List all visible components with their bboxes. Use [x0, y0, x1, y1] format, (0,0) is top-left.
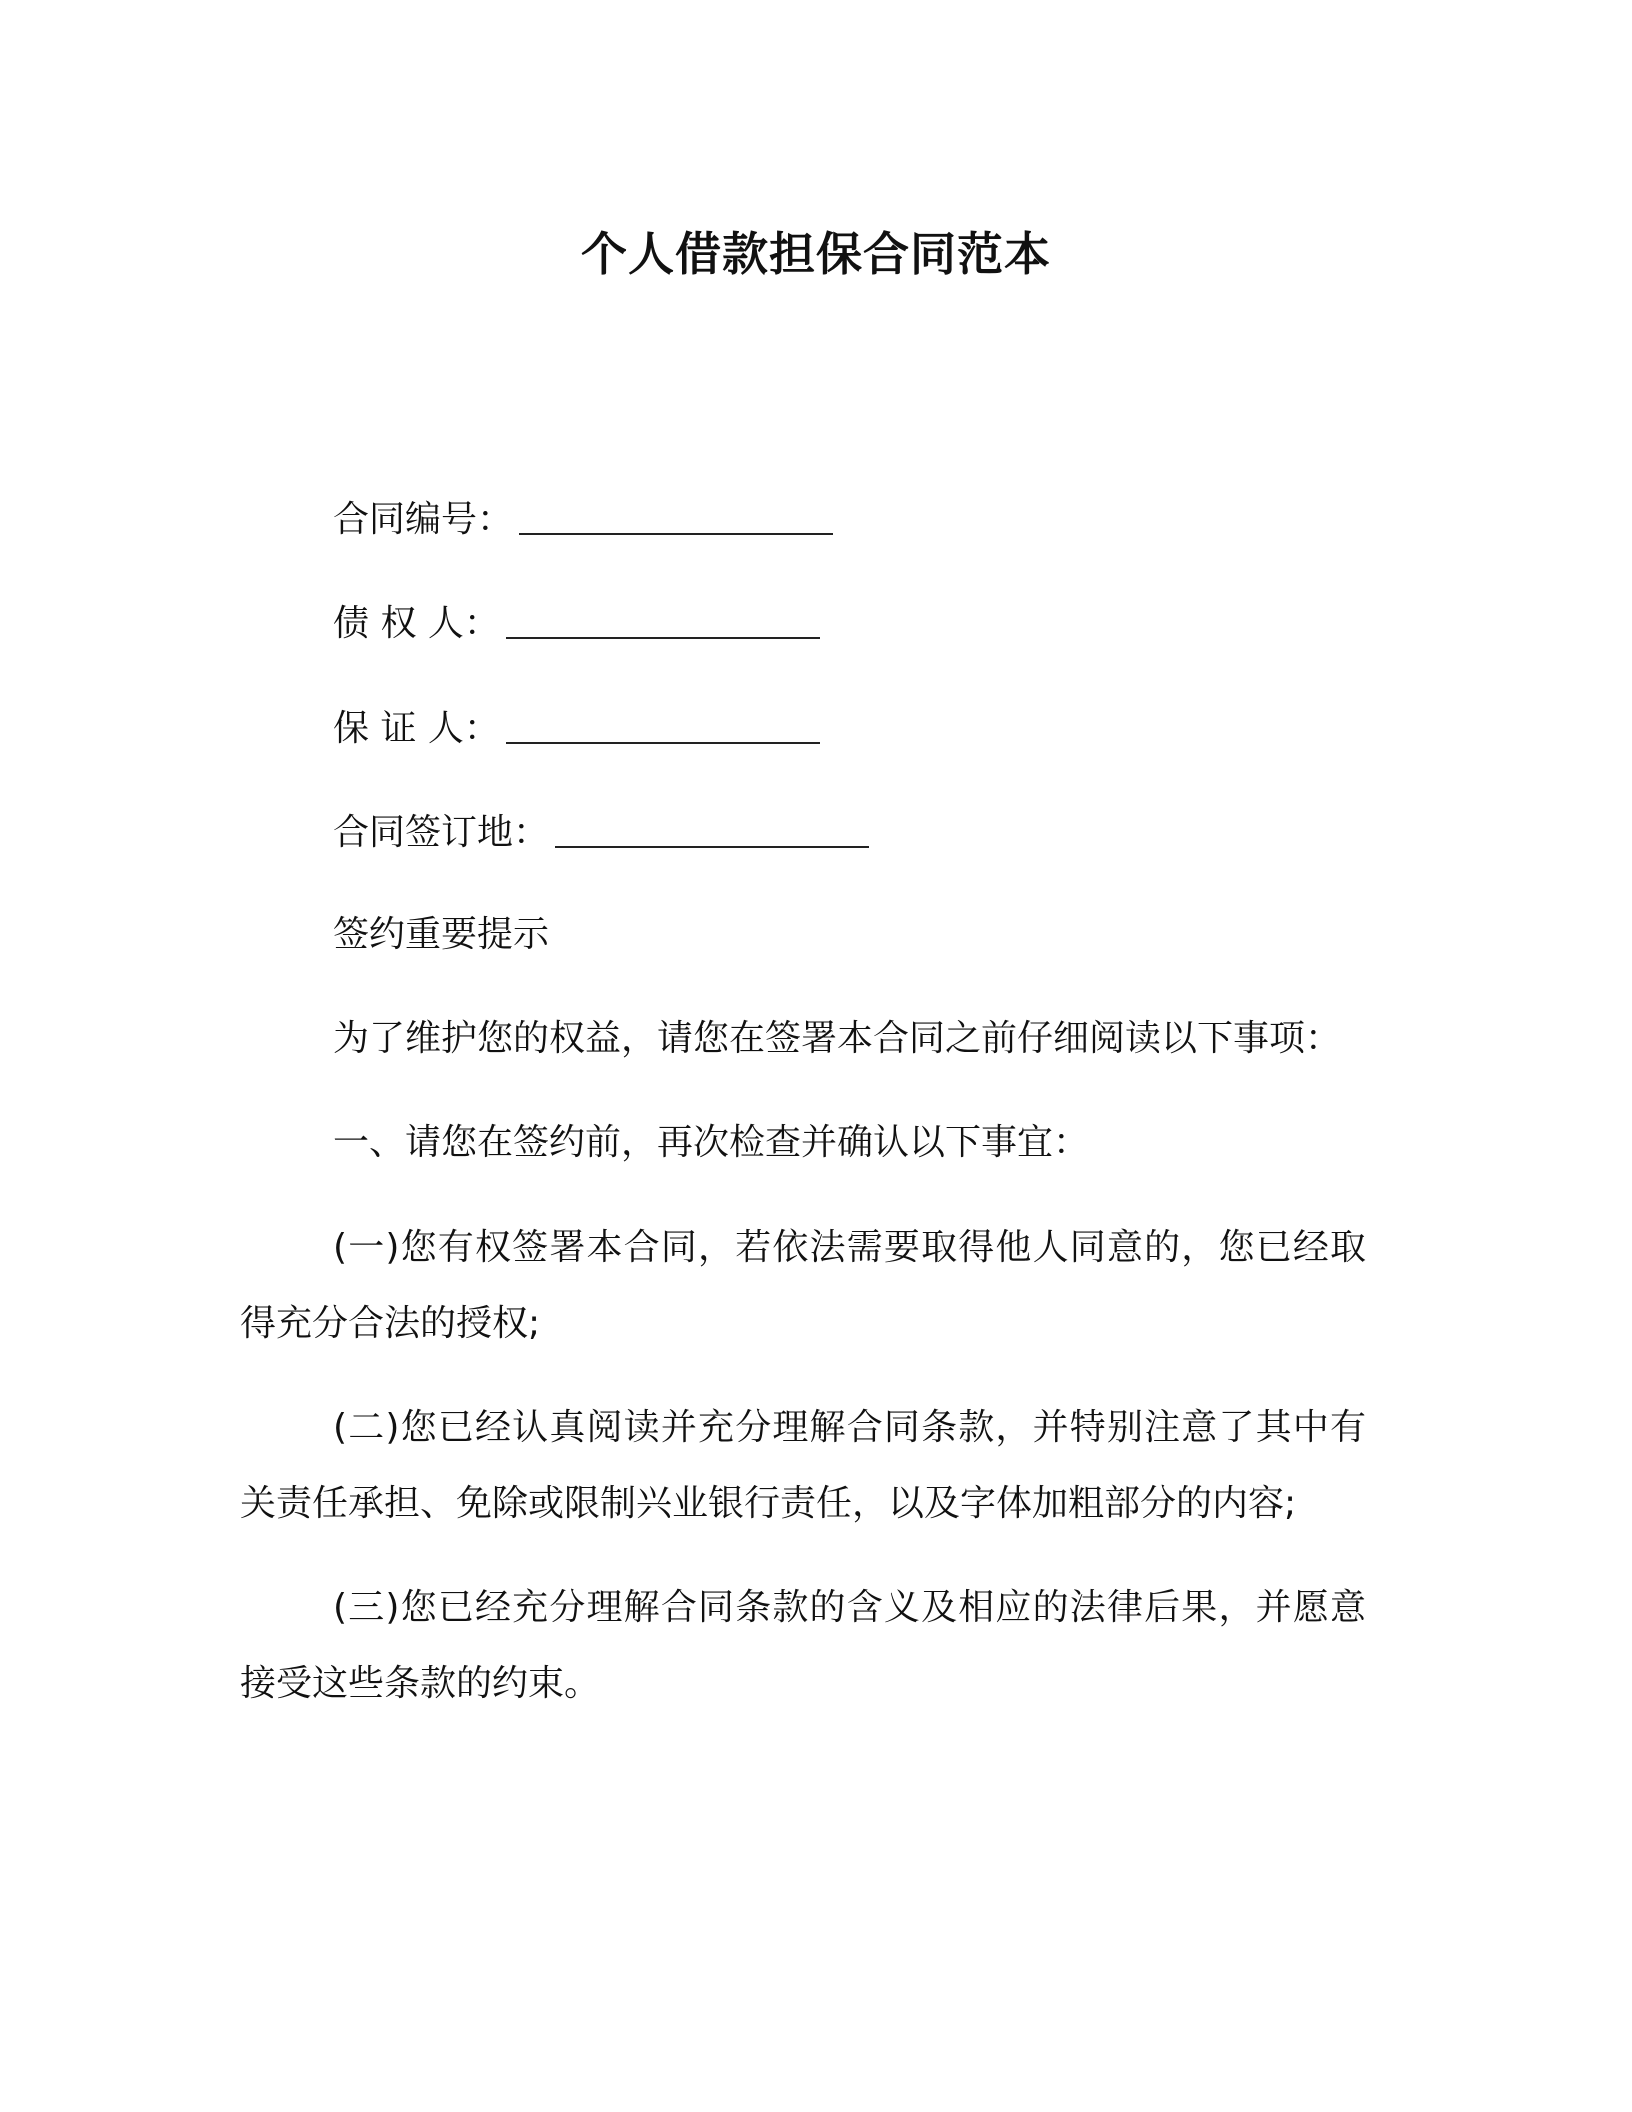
field-blank-line[interactable] — [506, 714, 820, 744]
field-label: 债 权 人： — [333, 603, 500, 644]
field-blank-line[interactable] — [519, 505, 833, 535]
field-signing-place — [333, 809, 869, 857]
clause-paragraph: (三)您已经充分理解合同条款的含义及相应的法律后果，并愿意接受这些条款的约束。 — [240, 1587, 1366, 1704]
field-label: 保 证 人： — [333, 708, 500, 749]
field-contract-number — [333, 496, 833, 544]
intro-paragraph: 为了维护您的权益，请您在签署本合同之前仔细阅读以下事项： — [333, 1018, 1342, 1059]
field-creditor — [333, 600, 820, 648]
important-notice-heading: 签约重要提示 — [333, 914, 550, 955]
clause-paragraph: (二)您已经认真阅读并充分理解合同条款，并特别注意了其中有关责任承担、免除或限制兴业银行责任，以及字体加粗部分的内容; — [240, 1407, 1366, 1524]
clause-paragraph: (一)您有权签署本合同，若依法需要取得他人同意的，您已经取得充分合法的授权; — [240, 1227, 1366, 1344]
field-label: 合同编号： — [333, 499, 514, 540]
document-title: 个人借款担保合同范本 — [581, 227, 1051, 281]
section-heading: 一、请您在签约前，再次检查并确认以下事宜： — [333, 1122, 1090, 1163]
field-blank-line[interactable] — [555, 818, 869, 848]
field-guarantor — [333, 705, 820, 753]
field-label: 合同签订地： — [333, 812, 550, 853]
field-blank-line[interactable] — [506, 609, 820, 639]
